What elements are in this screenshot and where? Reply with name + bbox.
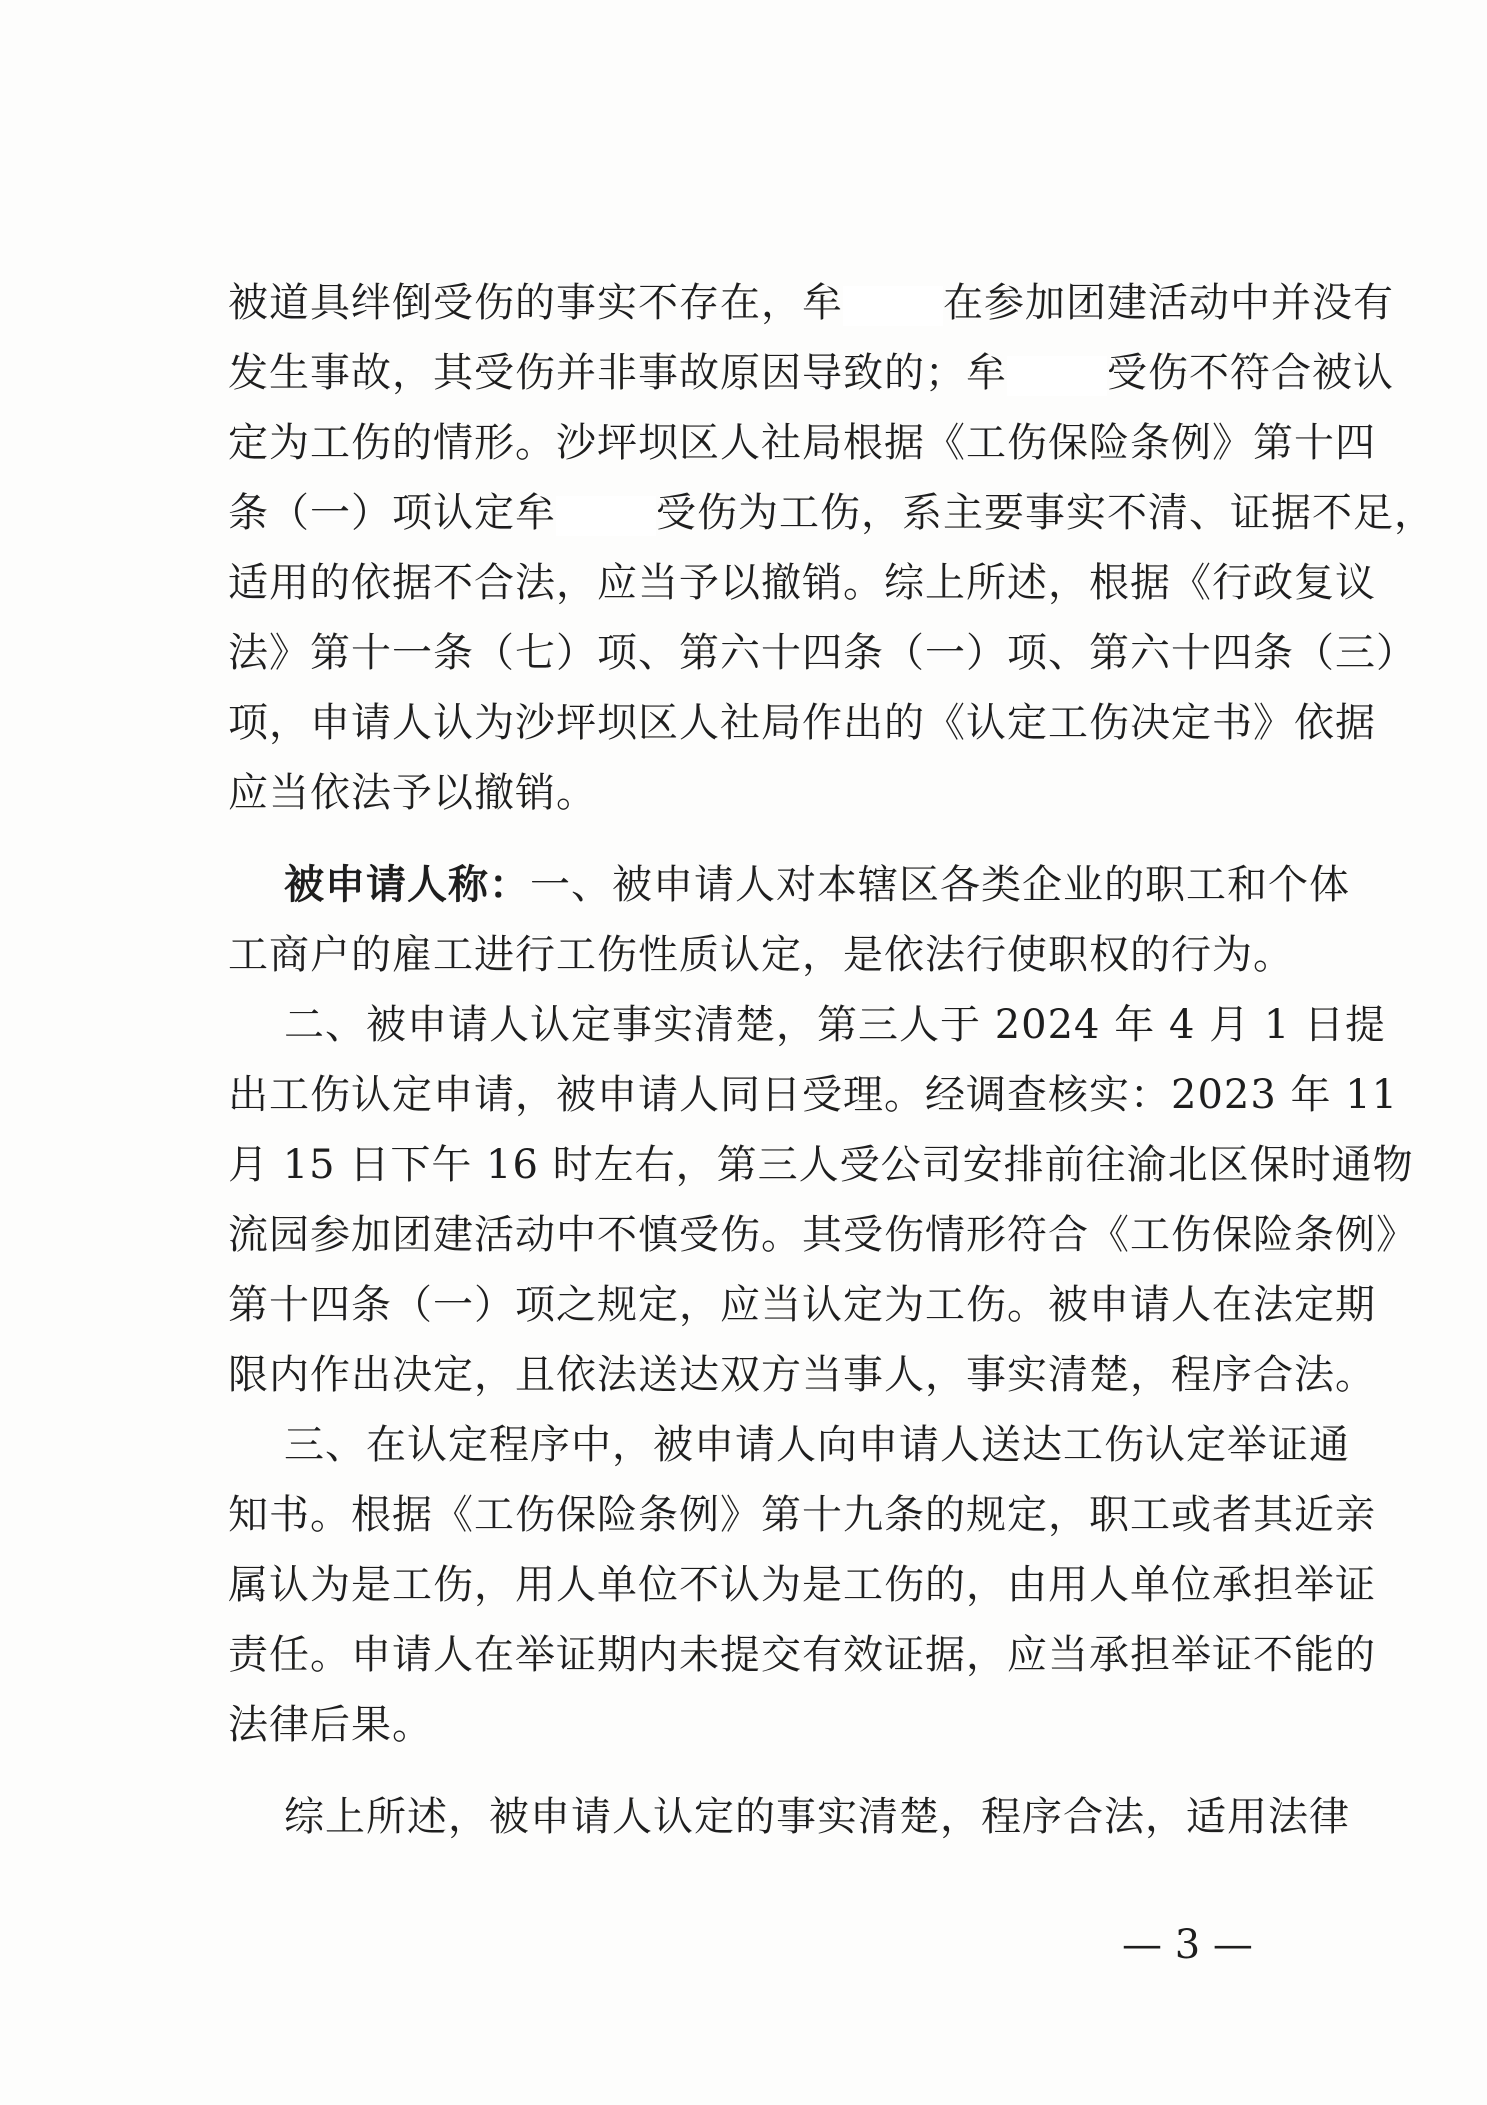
text-line: 责任。申请人在举证期内未提交有效证据，应当承担举证不能的 [228, 1632, 1376, 1678]
text-line: 综上所述，被申请人认定的事实清楚，程序合法，适用法律 [284, 1794, 1350, 1840]
text-line: 出工伤认定申请，被申请人同日受理。经调查核实：2023 年 11 [228, 1072, 1399, 1118]
text-line: 月 15 日下午 16 时左右，第三人受公司安排前往渝北区保时通物 [228, 1142, 1414, 1188]
text-line: 第十四条（一）项之规定，应当认定为工伤。被申请人在法定期 [228, 1282, 1376, 1328]
paragraph-applicant-claims [228, 268, 1435, 828]
text-line: 法》第十一条（七）项、第六十四条（一）项、第六十四条（三） [228, 630, 1417, 676]
text-line: 法律后果。 [228, 1702, 433, 1748]
redaction-box [556, 496, 656, 536]
text-line: 应当依法予以撤销。 [228, 770, 597, 816]
page-number: — 3 — [1122, 1922, 1253, 1968]
text-line: 知书。根据《工伤保险条例》第十九条的规定，职工或者其近亲 [228, 1492, 1376, 1538]
text-line: 二、被申请人认定事实清楚，第三人于 2024 年 4 月 1 日提 [284, 1002, 1386, 1048]
paragraph-gap [228, 828, 1318, 850]
text-line: 项，申请人认为沙坪坝区人社局作出的《认定工伤决定书》依据 [228, 700, 1376, 746]
text-line: 三、在认定程序中，被申请人向申请人送达工伤认定举证通 [284, 1422, 1350, 1468]
text-line: 定为工伤的情形。沙坪坝区人社局根据《工伤保险条例》第十四 [228, 420, 1376, 466]
text-line: 被道具绊倒受伤的事实不存在，牟 在参加团建活动中并没有 [228, 280, 1394, 326]
redaction-box [843, 286, 943, 326]
document-body [228, 268, 1435, 1852]
paragraph-gap [228, 1760, 1318, 1782]
text-line: 适用的依据不合法，应当予以撤销。综上所述，根据《行政复议 [228, 560, 1376, 606]
text-line: 被申请人称：一、被申请人对本辖区各类企业的职工和个体 [284, 862, 1350, 908]
text-line: 工商户的雇工进行工伤性质认定，是依法行使职权的行为。 [228, 932, 1294, 978]
paragraph-summary [228, 1782, 1350, 1852]
respondent-label: 被申请人称： [284, 862, 530, 908]
paragraph-point-two [228, 990, 1417, 1410]
text-line: 属认为是工伤，用人单位不认为是工伤的，由用人单位承担举证 [228, 1562, 1376, 1608]
paragraph-respondent-claims [228, 850, 1350, 990]
text-line: 发生事故，其受伤并非事故原因导致的；牟 受伤不符合被认 [228, 350, 1394, 396]
redaction-box [1007, 356, 1107, 396]
paragraph-point-three [228, 1410, 1376, 1760]
text-line: 条（一）项认定牟 受伤为工伤，系主要事实不清、证据不足， [228, 490, 1435, 536]
text-line: 限内作出决定，且依法送达双方当事人，事实清楚，程序合法。 [228, 1352, 1376, 1398]
text-line: 流园参加团建活动中不慎受伤。其受伤情形符合《工伤保险条例》 [228, 1212, 1417, 1258]
